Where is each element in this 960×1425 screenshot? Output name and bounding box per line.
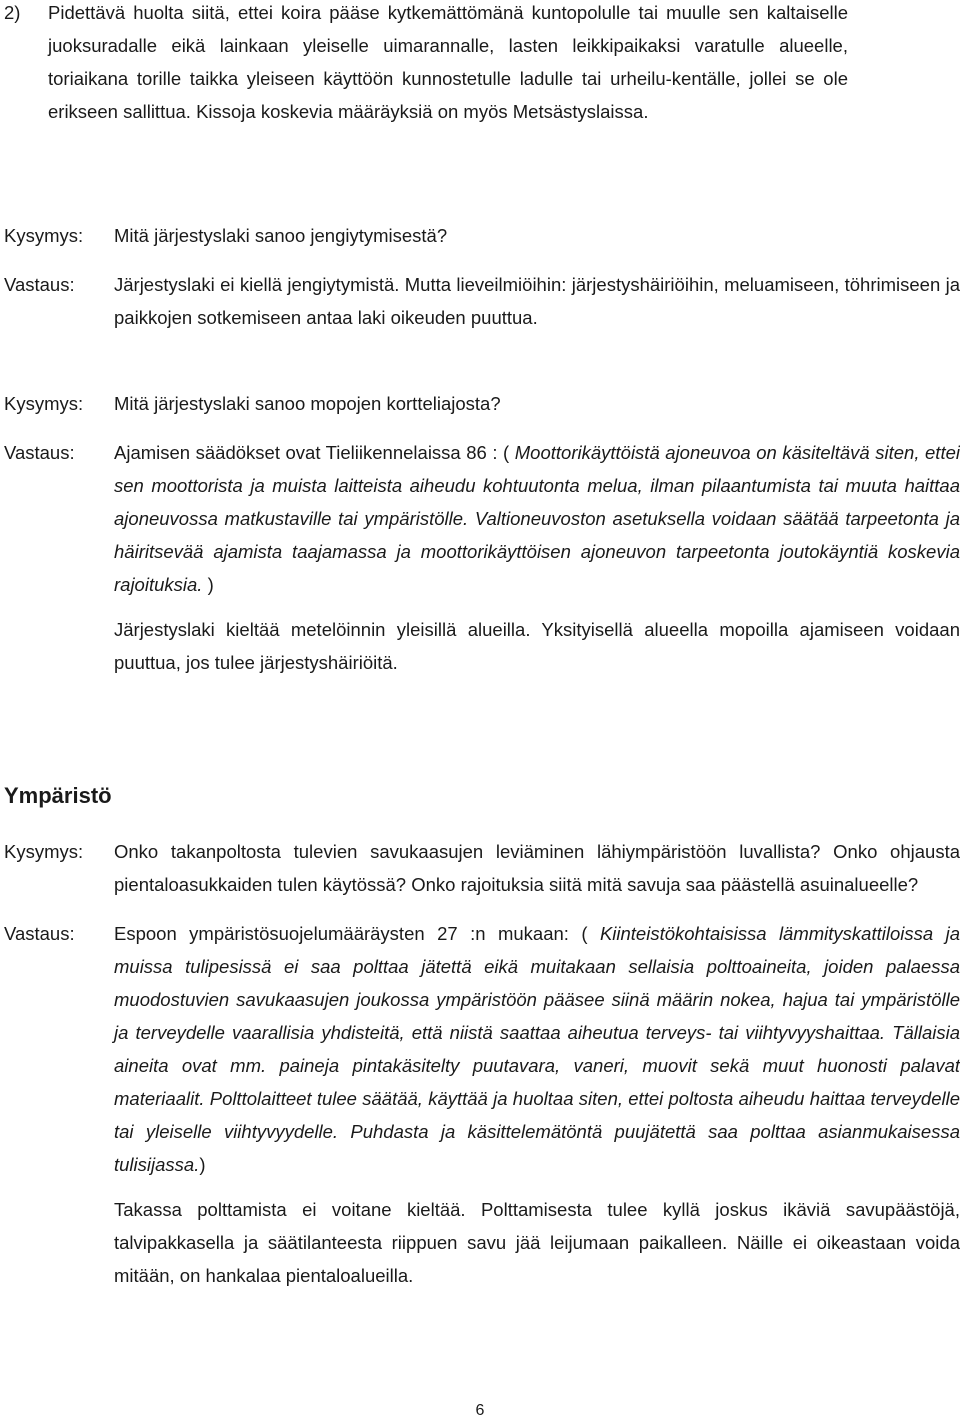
answer-label: Vastaus: — [4, 442, 75, 463]
qa-block-takanpoltto — [0, 835, 960, 1292]
answer-text — [114, 917, 960, 1181]
answer-extra: Takassa polttamista ei voitane kieltää. Polttamisesta tulee kyllä joskus ikäviä savupäästöjä, talvipakkasella ja säätilanteesta riippuen savu jää leijumaan paikalleen. Näille ei oikeastaan voida mitään, on hankalaa pientaloalueilla. — [114, 1199, 960, 1286]
answer-label: Vastaus: — [4, 923, 75, 944]
numbered-item — [0, 0, 960, 128]
qa-block-jengiytyminen — [0, 219, 960, 334]
page-number: 6 — [475, 1402, 485, 1419]
answer-body — [114, 436, 960, 679]
answer-text: Järjestyslaki ei kiellä jengiytymistä. Mutta lieveilmiöihin: järjestyshäiriöihin, meluamiseen, töhrimiseen ja paikkojen sotkemiseen antaa laki oikeuden puuttua. — [114, 274, 960, 328]
answer-text — [114, 436, 960, 601]
question-row — [0, 835, 960, 901]
question-label: Kysymys: — [4, 841, 84, 862]
item-number: 2) — [4, 2, 21, 23]
question-label: Kysymys: — [4, 393, 84, 414]
question-label: Kysymys: — [4, 225, 84, 246]
answer-lead: Ajamisen säädökset ovat Tieliikennelaissa 86 : ( — [114, 442, 515, 463]
question-row — [0, 219, 960, 252]
answer-tail: ) — [202, 574, 214, 595]
answer-extra: Järjestyslaki kieltää metelöinnin yleisillä alueilla. Yksityisellä alueella mopoilla ajamiseen voidaan puuttua, jos tulee järjestyshäiriöitä. — [114, 619, 960, 673]
answer-row — [0, 917, 960, 1292]
qa-block-mopot — [0, 387, 960, 679]
answer-body — [114, 917, 960, 1292]
answer-row — [0, 436, 960, 679]
question-text: Mitä järjestyslaki sanoo mopojen kortteliajosta? — [114, 393, 501, 414]
question-row — [0, 387, 960, 420]
answer-row — [0, 268, 960, 334]
answer-quote: Kiinteistökohtaisissa lämmityskattiloissa ja muissa tulipesissä ei saa polttaa jätettä eikä muitakaan sellaisia polttoaineita, joiden palaessa muodostuvien savukaasujen joukossa ympäristöön pääsee siinä määrin nokea, hajua tai ympäristölle ja terveydelle vaarallisia yhdisteitä, että niistä saattaa aiheutua terveys- tai viihtyvyyshaittaa. Tällaisia aineita ovat mm. paineja pintakäsitelty puutavara, vaneri, muovit sekä muut huonosti palavat materiaalit. Polttolaitteet tulee säätää, käyttää ja huoltaa siten, ettei poltosta aiheudu haittaa terveydelle tai yleiselle viihtyvyydelle. Puhdasta ja käsittelemätöntä puujätettä saa polttaa asianmukaisessa tulisijassa. — [114, 923, 960, 1175]
answer-label: Vastaus: — [4, 274, 75, 295]
section-heading-block — [0, 783, 960, 809]
answer-lead: Espoon ympäristösuojelumääräysten 27 :n mukaan: ( — [114, 923, 600, 944]
question-text: Mitä järjestyslaki sanoo jengiytymisestä? — [114, 225, 448, 246]
answer-quote: Moottorikäyttöistä ajoneuvoa on käsiteltävä siten, ettei sen moottorista ja muista laitteista aiheudu kohtuutonta melua, ilman pilaantumista tai muuta haittaa ajoneuvossa matkustaville tai ympäristölle. Valtioneuvoston asetuksella voidaan säätää tarpeetonta ja häiritsevää ajamista taajamassa ja moottorikäyttöisen ajoneuvon tarpeetonta joutokäyntiä koskevia rajoituksia. — [114, 442, 960, 595]
section-heading: Ympäristö — [4, 783, 112, 808]
question-text: Onko takanpoltosta tulevien savukaasujen leviäminen lähiympäristöön luvallista? Onko ohjausta pientaloasukkaiden tulen käytössä? Onko rajoituksia siitä mitä savuja saa päästellä asuinalueelle? — [114, 841, 960, 895]
item-text: Pidettävä huolta siitä, ettei koira pääse kytkemättömänä kuntopolulle tai muulle sen kaltaiselle juoksuradalle eikä lainkaan yleiselle uimarannalle, lasten leikkipaikaksi varatulle alueelle, toriaikana torille taikka yleiseen käyttöön kunnostetulle ladulle tai urheilu-kentälle, jollei se ole erikseen sallittua. Kissoja koskevia määräyksiä on myös Metsästyslaissa. — [48, 2, 848, 122]
answer-tail: ) — [199, 1154, 206, 1175]
